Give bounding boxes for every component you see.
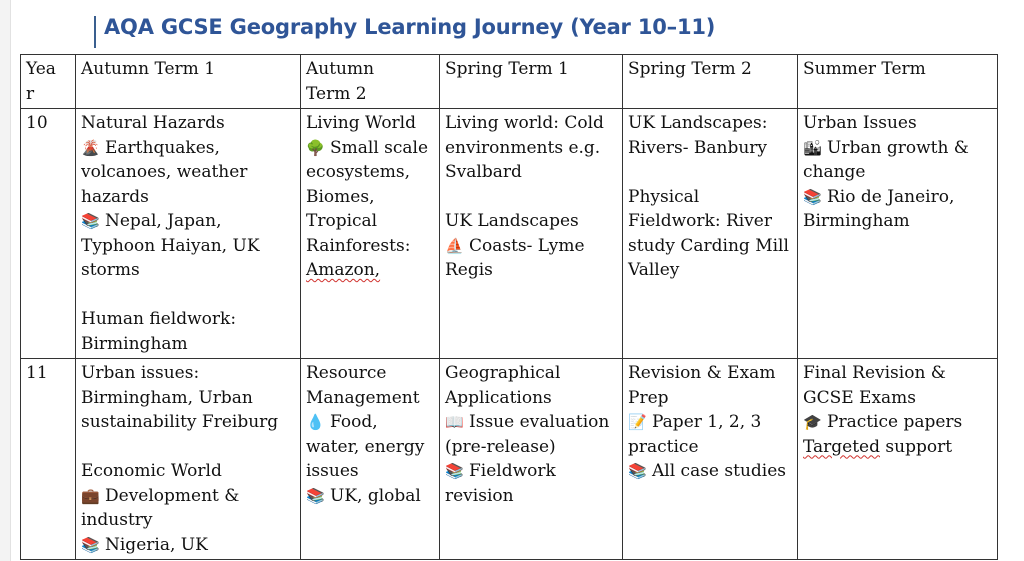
text-cursor <box>94 16 96 48</box>
year10-spring2-cell[interactable]: UK Landscapes: Rivers- Banbury Physical Fieldwork: River study Carding Mill Valley <box>623 109 798 359</box>
header-autumn-term-1[interactable]: Autumn Term 1 <box>76 55 301 109</box>
spellcheck-word: Amazon, <box>306 260 381 280</box>
year10-autumn2-cell[interactable]: Living World 🌳 Small scale ecosystems, Biomes, Tropical Rainforests: Amazon, <box>301 109 440 359</box>
books-icon: 📚 <box>628 462 647 480</box>
memo-icon: 📝 <box>628 413 647 431</box>
droplet-icon: 💧 <box>306 413 325 431</box>
year-10-cell[interactable]: 10 <box>21 109 76 359</box>
books-icon: 📚 <box>81 535 100 554</box>
graduation-cap-icon: 🎓 <box>803 413 822 431</box>
year10-summer-cell[interactable]: Urban Issues 🏙 Urban growth & change 📚 Rio de Janeiro, Birmingham <box>798 109 998 359</box>
header-summer-term[interactable]: Summer Term <box>798 55 998 109</box>
table-row <box>21 359 998 560</box>
header-spring-term-2[interactable]: Spring Term 2 <box>623 55 798 109</box>
open-book-icon: 📖 <box>445 413 464 431</box>
year11-spring1-cell[interactable]: Geographical Applications 📖 Issue evaluation (pre-release) 📚 Fieldwork revision <box>440 359 623 560</box>
books-icon: 📚 <box>803 187 822 206</box>
document-title[interactable]: AQA GCSE Geography Learning Journey (Year 10–11) <box>104 15 716 39</box>
tree-icon: 🌳 <box>306 138 325 157</box>
books-icon: 📚 <box>81 212 100 230</box>
margin-strip <box>0 0 11 561</box>
year10-spring1-cell[interactable]: Living world: Cold environments e.g. Svalbard UK Landscapes ⛵ Coasts- Lyme Regis <box>440 109 623 359</box>
year11-spring2-cell[interactable]: Revision & Exam Prep 📝 Paper 1, 2, 3 practice 📚 All case studies <box>623 359 798 560</box>
briefcase-icon: 💼 <box>81 486 100 505</box>
header-spring-term-1[interactable]: Spring Term 1 <box>440 55 623 109</box>
year11-summer-cell[interactable]: Final Revision & GCSE Exams 🎓 Practice papers Targeted support <box>798 359 998 560</box>
table-header-row <box>21 55 998 109</box>
coast-icon: ⛵ <box>445 236 464 255</box>
spellcheck-word: Targeted <box>803 436 880 457</box>
volcano-icon: 🌋 <box>81 138 100 157</box>
books-icon: 📚 <box>306 486 325 505</box>
year-11-cell[interactable]: 11 <box>21 359 76 560</box>
year11-autumn2-cell[interactable]: Resource Management 💧 Food, water, energy issues 📚 UK, global <box>301 359 440 560</box>
table-row <box>21 109 998 359</box>
year10-autumn1-cell[interactable]: Natural Hazards 🌋 Earthquakes, volcanoes, weather hazards 📚 Nepal, Japan, Typhoon Haiyan, UK storms Human fieldwork: Birmingham <box>76 109 301 359</box>
header-autumn-term-2[interactable]: Autumn Term 2 <box>301 55 440 109</box>
learning-journey-table[interactable] <box>20 54 998 560</box>
city-icon: 🏙 <box>803 138 823 157</box>
books-icon: 📚 <box>445 462 464 480</box>
header-year[interactable]: Yea r <box>21 55 76 109</box>
year11-autumn1-cell[interactable]: Urban issues: Birmingham, Urban sustainability Freiburg Economic World 💼 Development & industry 📚 Nigeria, UK <box>76 359 301 560</box>
